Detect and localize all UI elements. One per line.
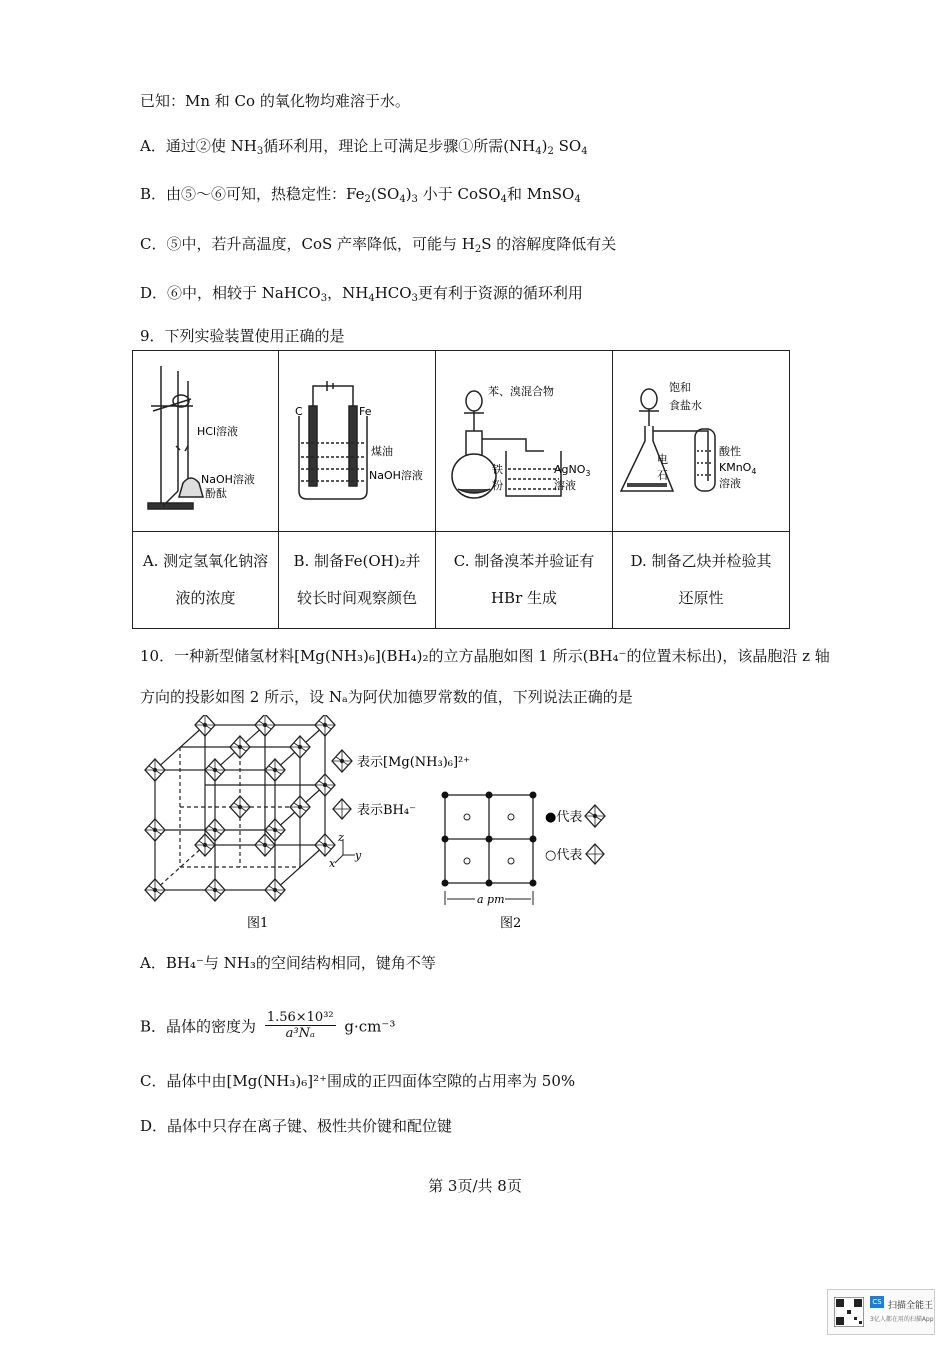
- q8-option-b: B．由⑤～⑥可知，热稳定性：$Fe_2(SO_4)_3$ 小于 CoSO$_4$和 MnSO$_4$: [140, 185, 581, 205]
- caption-c: C. 制备溴苯并验证有 HBr 生成: [436, 532, 613, 629]
- q10-option-c: C．晶体中由[Mg(NH₃)₆]²⁺围成的正四面体空隙的占用率为 50%: [140, 1072, 576, 1090]
- legend-bh4: 表示BH₄⁻: [357, 803, 416, 818]
- label-kmno4: KMnO$_4$: [719, 461, 757, 476]
- label-phenolphthalein: 酚酞: [205, 487, 227, 500]
- q10-option-b: B．晶体的密度为 $\frac{\text{1.56×10³²}}{\text{a³Nₐ}}$ g·cm⁻³: [140, 1010, 396, 1041]
- label-benzene-bromine: 苯、溴混合物: [488, 385, 554, 398]
- label-saturated: 饱和: [669, 381, 691, 394]
- experiment-table: [132, 350, 790, 629]
- qr-code-icon: [834, 1297, 864, 1327]
- q8-option-a: A．通过②使 $NH_3$循环利用，理论上可满足步骤①所需$(NH_4)_2$ $SO_4$: [140, 137, 588, 157]
- q9-title: 9．下列实验装置使用正确的是: [140, 327, 345, 345]
- density-numerator: 1.56×10³²: [266, 1010, 334, 1025]
- label-iron-1: 铁: [492, 463, 503, 476]
- label-iron: Fe: [359, 405, 372, 418]
- figure-2-label: 图2: [500, 916, 522, 931]
- figure-1-label: 图1: [247, 916, 269, 931]
- label-acidic: 酸性: [719, 445, 741, 458]
- q10-option-d: D．晶体中只存在离子键、极性共价键和配位键: [140, 1117, 453, 1135]
- label-carbide-2: 石: [657, 469, 668, 482]
- label-naoh-solution: NaOH溶液: [369, 469, 423, 482]
- label-naoh: NaOH溶液: [201, 473, 255, 486]
- apparatus-b: [279, 351, 436, 532]
- legend-mg-complex: 表示[Mg(NH₃)₆]²⁺: [357, 755, 471, 770]
- page-footer: 第 3页/共 8页: [428, 1177, 522, 1195]
- label-hcl: HCl溶液: [197, 425, 239, 438]
- axis-z-label: z: [338, 831, 344, 844]
- density-denominator: a³Nₐ: [285, 1026, 315, 1041]
- axis-x-label: x: [329, 857, 336, 870]
- label-solution-c: 溶液: [554, 479, 576, 492]
- label-solution-d: 溶液: [719, 477, 741, 490]
- scanner-name: 扫描全能王: [888, 1301, 934, 1311]
- apparatus-c: [436, 351, 613, 532]
- mg-complex-markers: [145, 715, 335, 901]
- scanner-watermark: [827, 1289, 935, 1335]
- apparatus-d: [613, 351, 790, 532]
- q8-option-c: C．⑤中，若升高温度，CoS 产率降低，可能与 $H_2S$ 的溶解度降低有关: [140, 235, 617, 255]
- caption-b: B. 制备Fe(OH)₂并 较长时间观察颜色: [279, 532, 436, 629]
- given-statement: 已知：Mn 和 Co 的氧化物均难溶于水。: [140, 92, 410, 110]
- apparatus-a: [133, 351, 279, 532]
- scanner-subtitle: 3亿人都在用的扫描App: [870, 1316, 934, 1323]
- axis-y-label: y: [355, 849, 362, 862]
- label-iron-2: 粉: [492, 479, 503, 492]
- fig2-legend-open: ○代表: [545, 848, 583, 863]
- q10-option-a: A．BH₄⁻与 NH₃的空间结构相同，键角不等: [140, 954, 436, 972]
- label-brine: 食盐水: [669, 399, 702, 412]
- q10-line-2: 方向的投影如图 2 所示，设 Nₐ为阿伏加德罗常数的值，下列说法正确的是: [140, 688, 633, 706]
- label-kerosene: 煤油: [371, 445, 393, 458]
- label-agno3: AgNO$_3$: [554, 463, 591, 478]
- label-carbide-1: 电: [657, 453, 668, 466]
- caption-a: A. 测定氢氧化钠溶 液的浓度: [133, 532, 279, 629]
- q10-line-1: 10．一种新型储氢材料[Mg(NH₃)₆](BH₄)₂的立方晶胞如图 1 所示(BH₄⁻的位置未标出)，该晶胞沿 z 轴: [140, 647, 830, 665]
- lattice-parameter-label: a pm: [477, 893, 505, 906]
- scanner-logo-icon: CS: [870, 1296, 884, 1308]
- label-carbon: C: [295, 405, 303, 418]
- crystal-figures: [135, 715, 635, 935]
- caption-d: D. 制备乙炔并检验其 还原性: [613, 532, 790, 629]
- fig2-legend-dark: ●代表: [545, 810, 583, 825]
- q8-option-d: D．⑥中，相较于 NaHCO$_3$，$NH_4HCO_3$更有利于资源的循环利用: [140, 284, 583, 304]
